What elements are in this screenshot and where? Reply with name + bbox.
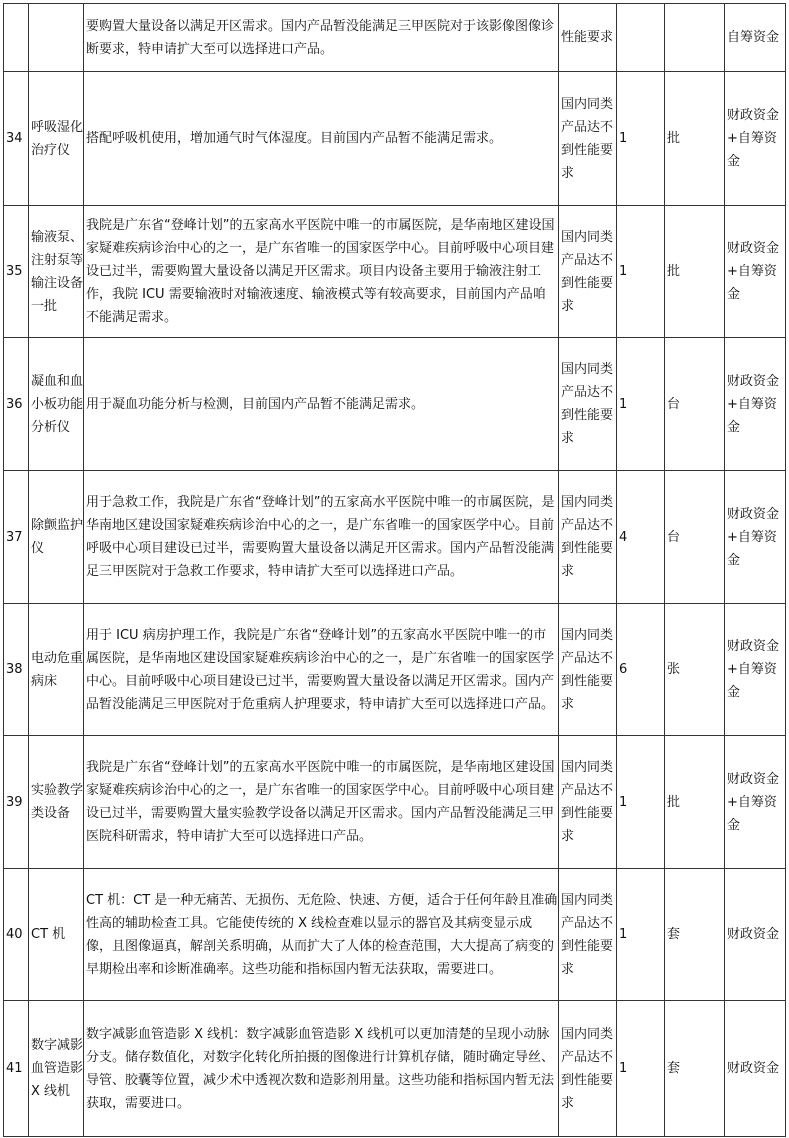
funding-source: 财政资金+自筹资金	[725, 72, 786, 206]
quantity: 1	[617, 206, 665, 338]
item-name	[29, 4, 84, 72]
table-row	[4, 4, 786, 72]
funding-source: 财政资金+自筹资金	[725, 471, 786, 604]
row-number: 35	[4, 206, 29, 338]
item-description: 用于 ICU 病房护理工作，我院是广东省“登峰计划”的五家高水平医院中唯一的市属医院，是华南地区建设国家疑难疾病诊治中心的之一，是广东省唯一的国家医学中心。目前呼吸中心项目建设已过半，需要购置大量设备以满足开区需求。国内产品暂没能满足三甲医院对于危重病人护理要求，特申请扩大至可以选择进口产品。	[84, 604, 559, 736]
quantity: 1	[617, 869, 665, 1001]
row-number: 40	[4, 869, 29, 1001]
table-row	[4, 604, 786, 736]
table-row	[4, 869, 786, 1001]
funding-source: 财政资金+自筹资金	[725, 736, 786, 869]
funding-source: 财政资金	[725, 869, 786, 1001]
table-row	[4, 1001, 786, 1137]
funding-source: 财政资金+自筹资金	[725, 206, 786, 338]
import-reason: 国内同类产品达不到性能要求	[559, 72, 617, 206]
table-row	[4, 72, 786, 206]
funding-source: 财政资金+自筹资金	[725, 338, 786, 471]
quantity	[617, 4, 665, 72]
unit: 批	[665, 72, 725, 206]
import-reason: 国内同类产品达不到性能要求	[559, 206, 617, 338]
table-row	[4, 471, 786, 604]
procurement-table	[3, 3, 786, 1137]
unit: 套	[665, 869, 725, 1001]
item-name: 除颤监护仪	[29, 471, 84, 604]
unit	[665, 4, 725, 72]
unit: 台	[665, 471, 725, 604]
quantity: 1	[617, 736, 665, 869]
table-row	[4, 206, 786, 338]
table-row	[4, 736, 786, 869]
import-reason: 国内同类产品达不到性能要求	[559, 1001, 617, 1137]
funding-source: 自筹资金	[725, 4, 786, 72]
item-name: 电动危重病床	[29, 604, 84, 736]
item-description: 要购置大量设备以满足开区需求。国内产品暂没能满足三甲医院对于该影像图像诊断要求，特申请扩大至可以选择进口产品。	[84, 4, 559, 72]
import-reason: 国内同类产品达不到性能要求	[559, 869, 617, 1001]
row-number: 34	[4, 72, 29, 206]
item-description: 搭配呼吸机使用，增加通气时气体湿度。目前国内产品暂不能满足需求。	[84, 72, 559, 206]
unit: 套	[665, 1001, 725, 1137]
item-description: 我院是广东省“登峰计划”的五家高水平医院中唯一的市属医院，是华南地区建设国家疑难疾病诊治中心的之一，是广东省唯一的国家医学中心。目前呼吸中心项目建设已过半，需要购置大量实验教学设备以满足开区需求。国内产品暂没能满足三甲医院科研需求，特申请扩大至可以选择进口产品。	[84, 736, 559, 869]
quantity: 1	[617, 338, 665, 471]
unit: 批	[665, 736, 725, 869]
item-description: 用于凝血功能分析与检测，目前国内产品暂不能满足需求。	[84, 338, 559, 471]
item-name: 输液泵、注射泵等输注设备一批	[29, 206, 84, 338]
funding-source: 财政资金+自筹资金	[725, 604, 786, 736]
item-name: 凝血和血小板功能分析仪	[29, 338, 84, 471]
quantity: 4	[617, 471, 665, 604]
unit: 批	[665, 206, 725, 338]
row-number: 41	[4, 1001, 29, 1137]
item-name: CT 机	[29, 869, 84, 1001]
row-number: 36	[4, 338, 29, 471]
import-reason: 国内同类产品达不到性能要求	[559, 736, 617, 869]
row-number: 38	[4, 604, 29, 736]
item-name: 呼吸湿化治疗仪	[29, 72, 84, 206]
quantity: 1	[617, 72, 665, 206]
item-description: CT 机：CT 是一种无痛苦、无损伤、无危险、快速、方便，适合于任何年龄且准确性高的辅助检查工具。它能使传统的 X 线检查难以显示的器官及其病变显示成像，且图像逼真，解剖关系明确，从而扩大了人体的检查范围，大大提高了病变的早期检出率和诊断准确率。这些功能和指标国内暂无法获取，需要进口。	[84, 869, 559, 1001]
item-name: 数字减影血管造影 X 线机	[29, 1001, 84, 1137]
unit: 张	[665, 604, 725, 736]
import-reason: 国内同类产品达不到性能要求	[559, 338, 617, 471]
import-reason: 国内同类产品达不到性能要求	[559, 604, 617, 736]
item-description: 用于急救工作，我院是广东省“登峰计划”的五家高水平医院中唯一的市属医院，是华南地区建设国家疑难疾病诊治中心的之一，是广东省唯一的国家医学中心。目前呼吸中心项目建设已过半，需要购置大量设备以满足开区需求。国内产品暂没能满足三甲医院对于急救工作要求，特申请扩大至可以选择进口产品。	[84, 471, 559, 604]
item-name: 实验教学类设备	[29, 736, 84, 869]
import-reason: 性能要求	[559, 4, 617, 72]
row-number: 39	[4, 736, 29, 869]
table-row	[4, 338, 786, 471]
table-body	[4, 4, 786, 1137]
funding-source: 财政资金	[725, 1001, 786, 1137]
unit: 台	[665, 338, 725, 471]
quantity: 6	[617, 604, 665, 736]
import-reason: 国内同类产品达不到性能要求	[559, 471, 617, 604]
item-description: 我院是广东省“登峰计划”的五家高水平医院中唯一的市属医院，是华南地区建设国家疑难疾病诊治中心的之一，是广东省唯一的国家医学中心。目前呼吸中心项目建设已过半，需要购置大量设备以满足开区需求。项目内设备主要用于输液注射工作，我院 ICU 需要输液时对输液速度、输液模式等有较高要求，目前国内产品咱不能满足需求。	[84, 206, 559, 338]
item-description: 数字减影血管造影 X 线机：数字减影血管造影 X 线机可以更加清楚的呈现小动脉分支。储存数值化，对数字化转化所拍摄的图像进行计算机存储，随时确定导丝、导管、胶囊等位置，减少术中透视次数和造影剂用量。这些功能和指标国内暂无法获取，需要进口。	[84, 1001, 559, 1137]
row-number	[4, 4, 29, 72]
row-number: 37	[4, 471, 29, 604]
quantity: 1	[617, 1001, 665, 1137]
